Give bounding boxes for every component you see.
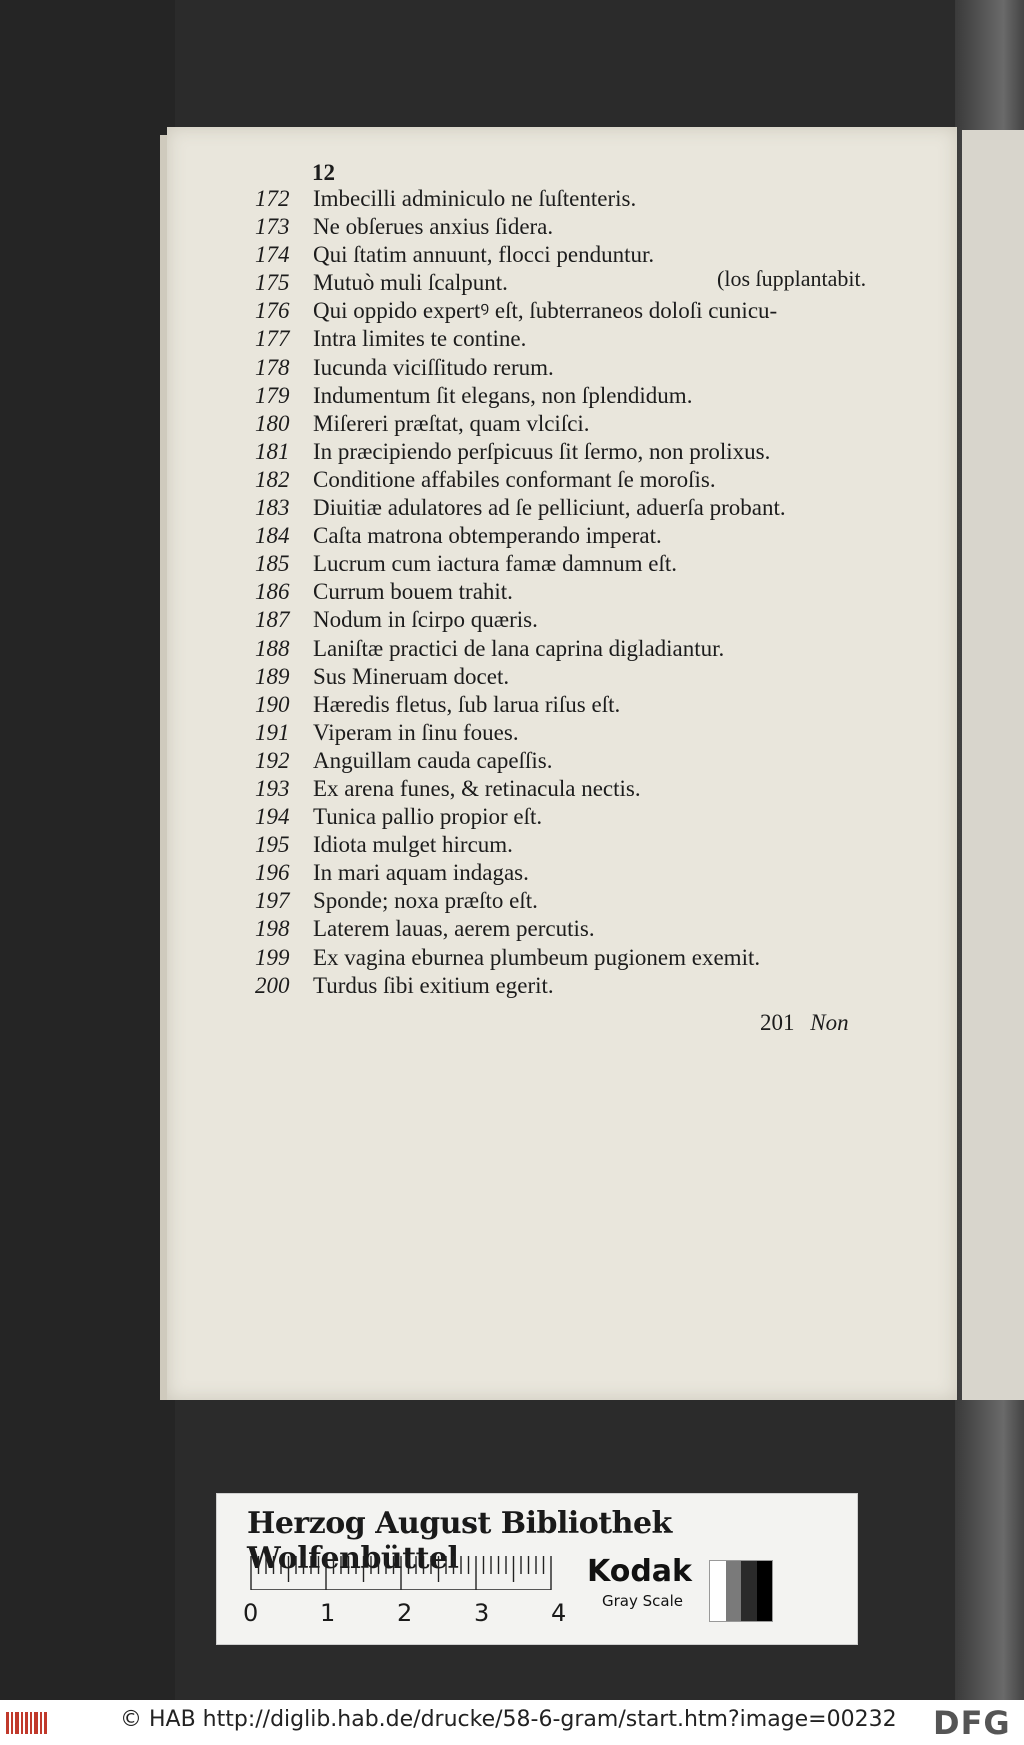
proverb-line: [255, 747, 935, 775]
proverb-text: Nodum in ſcirpo quæris.: [313, 607, 538, 633]
proverb-number: 195: [255, 832, 290, 858]
gray-patch: [741, 1561, 757, 1621]
proverb-number: 198: [255, 916, 290, 942]
catchword-number: 201: [760, 1010, 795, 1035]
proverb-text: Miſereri præſtat, quam vlciſci.: [313, 410, 590, 436]
proverb-line: [255, 859, 935, 887]
proverb-line: [255, 297, 935, 325]
barcode-logo-icon: [6, 1710, 48, 1736]
proverb-text: Idiota mulget hircum.: [313, 832, 513, 858]
proverb-number: 194: [255, 804, 290, 830]
footer-bar: [0, 1700, 1024, 1745]
book-cover-left: [0, 0, 175, 1700]
proverb-number: 200: [255, 972, 290, 998]
proverb-text: Imbecilli adminiculo ne ſuſtenteris.: [313, 186, 637, 211]
proverb-number: 180: [255, 410, 290, 436]
proverb-text: Sponde; noxa præſto eſt.: [313, 888, 538, 914]
proverb-text: Currum bouem trahit.: [313, 579, 513, 605]
proverb-number: 187: [255, 607, 290, 633]
proverb-line: [255, 522, 935, 550]
proverb-line: [255, 494, 935, 522]
proverb-line: [255, 325, 935, 353]
proverb-number: 188: [255, 635, 290, 661]
proverb-text: Viperam in ſinu foues.: [313, 719, 519, 745]
proverb-line: [255, 663, 935, 691]
line-continuation: (los ſupplantabit.: [717, 266, 867, 292]
proverb-text: Conditione affabiles conformant ſe moroſis.: [313, 466, 716, 492]
proverb-line: [255, 944, 935, 972]
proverb-text: Iucunda viciſſitudo rerum.: [313, 354, 554, 380]
proverb-text: Qui ſtatim annuunt, flocci penduntur.: [313, 242, 655, 268]
proverb-number: 182: [255, 466, 290, 492]
proverb-text: Tunica pallio propior eſt.: [313, 804, 543, 830]
proverb-number: 191: [255, 719, 290, 745]
proverb-line: [255, 550, 935, 578]
proverb-number: 179: [255, 382, 290, 408]
proverb-text: Ne obſerues anxius ſidera.: [313, 214, 554, 240]
proverb-line: [255, 213, 935, 241]
proverb-text: Sus Mineruam docet.: [313, 663, 510, 689]
ruler-label: 3: [474, 1599, 490, 1627]
proverb-number: 192: [255, 747, 290, 773]
gray-patch: [726, 1561, 742, 1621]
proverb-number: 197: [255, 888, 290, 914]
proverb-text: In præcipiendo perſpicuus ſit ſermo, non prolixus.: [313, 438, 771, 464]
ruler-label: 2: [397, 1599, 413, 1627]
proverb-list: [255, 185, 935, 1000]
proverb-number: 181: [255, 438, 290, 464]
proverb-text: Diuitiæ adulatores ad ſe pelliciunt, aduerſa probant.: [313, 495, 786, 521]
page-number: 12: [312, 160, 335, 185]
proverb-text: Ex vagina eburnea plumbeum pugionem exemit.: [313, 944, 761, 970]
proverb-line: [255, 382, 935, 410]
proverb-text: Turdus ſibi exitium egerit.: [313, 972, 554, 998]
proverb-text: Anguillam cauda capeſſis.: [313, 747, 553, 773]
proverb-line: [255, 691, 935, 719]
proverb-line: [255, 438, 935, 466]
catchword-word: Non: [810, 1010, 849, 1035]
proverb-text: Ex arena funes, & retinacula nectis.: [313, 775, 641, 801]
proverb-number: 177: [255, 326, 290, 352]
proverb-number: 184: [255, 523, 290, 549]
proverb-line: [255, 578, 935, 606]
proverb-number: 175: [255, 270, 290, 296]
color-calibration-card: [216, 1493, 858, 1645]
proverb-number: 173: [255, 214, 290, 240]
proverb-line: [255, 775, 935, 803]
proverb-text: Lucrum cum iactura famæ damnum eſt.: [313, 551, 678, 577]
proverb-text: Laterem lauas, aerem percutis.: [313, 916, 595, 942]
ruler-label: 0: [243, 1599, 259, 1627]
gray-patch: [710, 1561, 726, 1621]
proverb-text: Laniſtæ practici de lana caprina digladiantur.: [313, 635, 725, 661]
ruler-scale: [249, 1556, 559, 1590]
kodak-logo: Kodak: [587, 1554, 692, 1589]
proverb-text: Indumentum ſit elegans, non ſplendidum.: [313, 382, 693, 408]
proverb-number: 189: [255, 663, 290, 689]
proverb-text: Caſta matrona obtemperando imperat.: [313, 523, 662, 549]
proverb-number: 196: [255, 860, 290, 886]
proverb-line: [255, 185, 935, 213]
proverb-line: [255, 719, 935, 747]
adjacent-page: [962, 130, 1024, 1400]
proverb-text: Hæredis fletus, ſub larua riſus eſt.: [313, 691, 621, 717]
proverb-line: [255, 887, 935, 915]
footer-copyright-link[interactable]: © HAB http://diglib.hab.de/drucke/58-6-gram/start.htm?image=00232: [120, 1707, 897, 1732]
proverb-line: [255, 803, 935, 831]
proverb-number: 183: [255, 495, 290, 521]
gray-patch: [757, 1561, 773, 1621]
proverb-number: 178: [255, 354, 290, 380]
proverb-number: 172: [255, 186, 290, 211]
card-title: Herzog August Bibliothek Wolfenbüttel: [247, 1506, 672, 1576]
proverb-number: 186: [255, 579, 290, 605]
proverb-line: [255, 466, 935, 494]
proverb-text: In mari aquam indagas.: [313, 860, 529, 886]
proverb-number: 185: [255, 551, 290, 577]
ruler-label: 4: [551, 1599, 567, 1627]
proverb-text: Qui oppido expertꝰ eſt, ſubterraneos doloſi cunicu-: [313, 298, 778, 324]
proverb-number: 193: [255, 775, 290, 801]
proverb-line: [255, 635, 935, 663]
gray-patches: [709, 1560, 773, 1622]
proverb-line: [255, 606, 935, 634]
proverb-line: [255, 915, 935, 943]
proverb-number: 199: [255, 944, 290, 970]
proverb-line: [255, 354, 935, 382]
proverb-text: Intra limites te contine.: [313, 326, 527, 352]
gray-scale-label: Gray Scale: [602, 1592, 683, 1610]
catchword: [760, 1010, 849, 1036]
proverb-line: [255, 972, 935, 1000]
proverb-text: Mutuò muli ſcalpunt.: [313, 270, 508, 296]
dfg-logo: DFG: [933, 1704, 1011, 1742]
proverb-line: [255, 410, 935, 438]
proverb-number: 174: [255, 242, 290, 268]
proverb-number: 176: [255, 298, 290, 324]
proverb-line: [255, 266, 935, 297]
proverb-number: 190: [255, 691, 290, 717]
proverb-line: [255, 831, 935, 859]
ruler-label: 1: [320, 1599, 336, 1627]
